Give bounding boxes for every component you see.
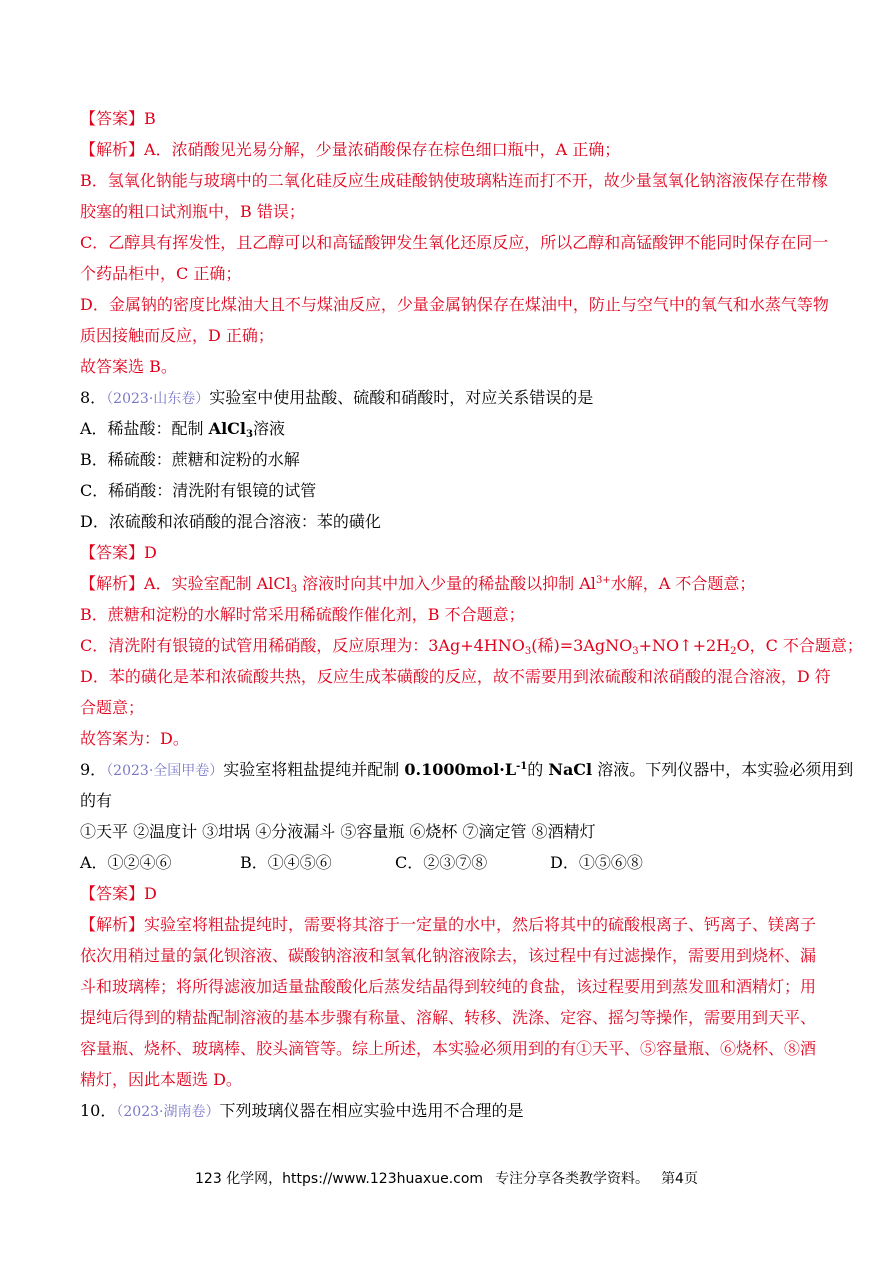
- analysis-tag: 【解析】: [80, 915, 145, 934]
- q8-option-a-sub: 3: [245, 429, 253, 440]
- q7-analysis-d1: D．金属钠的密度比煤油大且不与煤油反应，少量金属钠保存在煤油中，防止与空气中的氧气和水蒸气等物: [80, 295, 829, 314]
- q9-concentration-sup: -1: [516, 761, 528, 772]
- q9-stem: [80, 759, 854, 782]
- q7-analysis-c2: 个药品柜中，C 正确；: [80, 264, 242, 283]
- q8-option-a: [80, 418, 820, 440]
- q8-number: 8．: [80, 388, 107, 407]
- q9-number: 9．: [80, 760, 107, 779]
- q8-analysis-a-pre: A．实验室配制 AlCl: [144, 574, 291, 593]
- q9-answer-line: [80, 883, 820, 905]
- q9-answer: D: [144, 884, 157, 903]
- q9-analysis-1-text: 实验室将粗盐提纯时，需要将其溶于一定量的水中，然后将其中的硫酸根离子、钙离子、镁离子: [144, 915, 817, 934]
- q8-analysis-a-post: 水解，A 不合题意；: [610, 574, 756, 593]
- q7-analysis-c1: C．乙醇具有挥发性，且乙醇可以和高锰酸钾发生氧化还原反应，所以乙醇和高锰酸钾不能同时保存在同一: [80, 233, 829, 252]
- q8-analysis-a-mid: 溶液时向其中加入少量的稀盐酸以抑制 Al: [297, 574, 596, 593]
- q9-analysis-2: 依次用稍过量的氯化钡溶液、碳酸钠溶液和氢氧化钠溶液除去，该过程中有过滤操作，需要用到烧杯、漏: [80, 946, 817, 965]
- q9-items: ①天平 ②温度计 ③坩埚 ④分液漏斗 ⑤容量瓶 ⑥烧杯 ⑦滴定管 ⑧酒精灯: [80, 822, 596, 841]
- q7-analysis-a: [80, 139, 820, 161]
- q10-stem: [80, 1100, 820, 1123]
- q7-analysis-b2: 胶塞的粗口试剂瓶中，B 错误；: [80, 202, 305, 221]
- analysis-tag: 【解析】: [80, 140, 145, 159]
- q8-option-a-post: 溶液: [252, 419, 285, 438]
- q9-analysis-6: 精灯，因此本题选 D。: [80, 1070, 242, 1089]
- q7-analysis-b1: B．氢氧化钠能与玻璃中的二氧化硅反应生成硅酸钠使玻璃粘连而打不开，故少量氢氧化钠溶液保存在带橡: [80, 171, 828, 190]
- q8-option-d: D．浓硫酸和浓硝酸的混合溶液：苯的磺化: [80, 512, 381, 531]
- analysis-tag: 【解析】: [80, 574, 145, 593]
- q9-option-a: A．①②④⑥: [80, 853, 172, 872]
- q10-number: 10．: [80, 1101, 117, 1120]
- q9-stem-pre: 实验室将粗盐提纯并配制: [223, 760, 405, 779]
- q8-source: （2023·山东卷）: [106, 391, 210, 407]
- answer-tag: 【答案】: [80, 109, 145, 128]
- q8-analysis-a-sup: 3+: [595, 575, 611, 586]
- q8-stem-text: 实验室中使用盐酸、硫酸和硝酸时，对应关系错误的是: [209, 388, 594, 407]
- q8-analysis-a-sub: 3: [290, 584, 298, 595]
- q9-analysis-1: [80, 914, 820, 936]
- q7-answer: B: [144, 109, 156, 128]
- q9-analysis-5: 容量瓶、烧杯、玻璃棒、胶头滴管等。综上所述，本实验必须用到的有①天平、⑤容量瓶、⑥烧杯、⑧酒: [80, 1039, 817, 1058]
- q7-conclusion: 故答案选 B。: [80, 357, 177, 376]
- q8-analysis-d1: D．苯的磺化是苯和浓硫酸共热，反应生成苯磺酸的反应，故不需要用到浓硫酸和浓硝酸的混合溶液，D 符: [80, 667, 831, 686]
- q8-analysis-c: [80, 635, 863, 657]
- q8-analysis-d2: 合题意；: [80, 698, 145, 717]
- q9-analysis-4: 提纯后得到的精盐配制溶液的基本步骤有称量、溶解、转移、洗涤、定容、摇匀等操作，需要用到天平、: [80, 1008, 817, 1027]
- page-footer: [0, 1168, 893, 1188]
- q9-options: [80, 852, 820, 874]
- q10-source: （2023·湖南卷）: [116, 1104, 220, 1120]
- answer-tag: 【答案】: [80, 884, 145, 903]
- q10-stem-text: 下列玻璃仪器在相应实验中选用不合理的是: [219, 1101, 524, 1120]
- q8-analysis-c-post: O，C 不合题意；: [736, 636, 863, 655]
- answer-tag: 【答案】: [80, 543, 145, 562]
- q8-conclusion: 故答案为：D。: [80, 729, 189, 748]
- q7-answer-line: [80, 108, 820, 130]
- q9-nacl: NaCl: [548, 760, 593, 779]
- q8-analysis-c-mid1: (稀)=3AgNO: [531, 636, 633, 655]
- q9-option-d: D．①⑤⑥⑧: [550, 853, 643, 872]
- q8-option-a-formula: AlCl: [208, 419, 246, 438]
- q8-analysis-c-sub2: 3: [632, 646, 639, 657]
- q7-analysis-a-text: A．浓硝酸见光易分解，少量浓硝酸保存在棕色细口瓶中，A 正确；: [144, 140, 621, 159]
- q8-analysis-c-mid2: +NO↑+2H: [638, 636, 731, 655]
- q9-stem-line2: 的有: [80, 791, 113, 810]
- q9-analysis-3: 斗和玻璃棒；将所得滤液加适量盐酸酸化后蒸发结晶得到较纯的食盐，该过程要用到蒸发皿和酒精灯；用: [80, 977, 817, 996]
- q8-option-c: C．稀硝酸：清洗附有银镜的试管: [80, 481, 317, 500]
- q8-analysis-b: B．蔗糖和淀粉的水解时常采用稀硫酸作催化剂，B 不合题意；: [80, 605, 525, 624]
- q9-source: （2023·全国甲卷）: [106, 763, 224, 779]
- q7-analysis-d2: 质因接触而反应，D 正确；: [80, 326, 274, 345]
- q8-option-a-pre: A．稀盐酸：配制: [80, 419, 209, 438]
- q8-analysis-a: [80, 573, 820, 595]
- q9-stem-mid: 的: [527, 760, 549, 779]
- q8-option-b: B．稀硫酸：蔗糖和淀粉的水解: [80, 450, 300, 469]
- q9-option-b: B．①④⑤⑥: [240, 853, 332, 872]
- footer-site: 123 化学网，https://www.123huaxue.com: [195, 1171, 484, 1187]
- q9-option-c: C．②③⑦⑧: [395, 853, 488, 872]
- q8-answer: D: [144, 543, 157, 562]
- q8-stem: [80, 387, 820, 410]
- q8-analysis-c-sub1: 3: [524, 646, 532, 657]
- footer-slogan: 专注分享各类教学资料。: [495, 1171, 650, 1187]
- q8-answer-line: [80, 542, 820, 564]
- q8-analysis-c-pre: C．清洗附有银镜的试管用稀硝酸，反应原理为：3Ag+4HNO: [80, 636, 525, 655]
- q8-analysis-c-sub3: 2: [730, 646, 737, 657]
- footer-page-number: 第4页: [661, 1171, 698, 1187]
- q9-concentration: 0.1000mol·L: [404, 760, 517, 779]
- q9-stem-post: 溶液。下列仪器中，本实验必须用到: [592, 760, 854, 779]
